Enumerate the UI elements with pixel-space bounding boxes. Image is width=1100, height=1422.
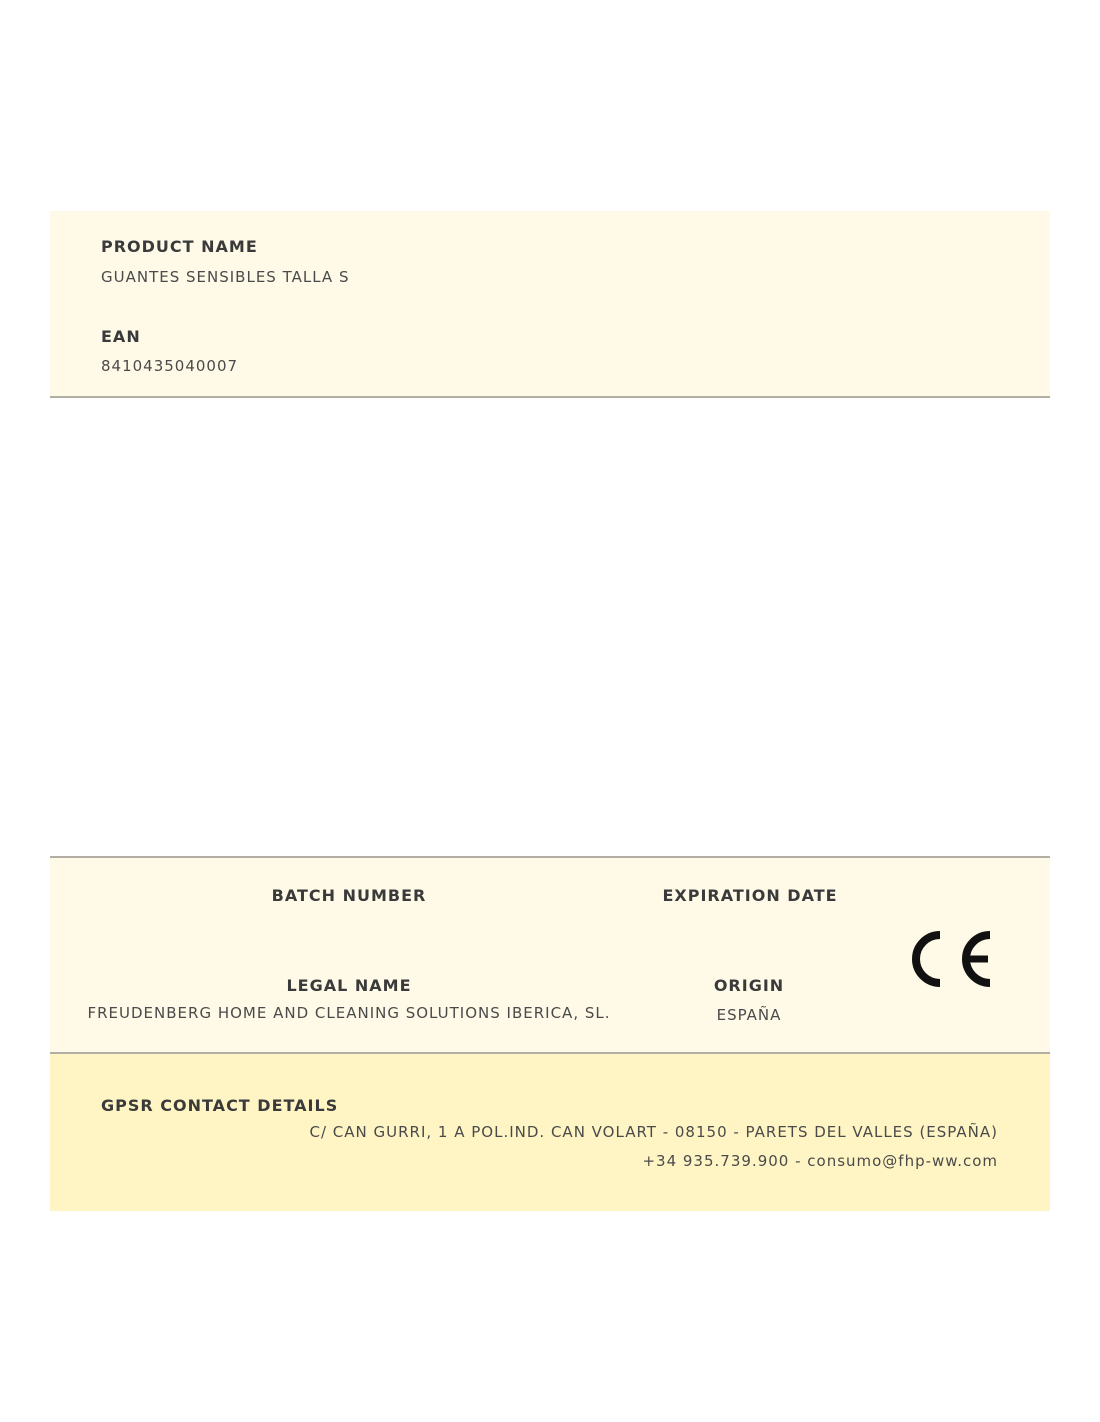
legal-name-label: LEGAL NAME <box>286 976 412 995</box>
batch-number-label: BATCH NUMBER <box>271 886 427 905</box>
ce-mark-icon <box>908 928 994 990</box>
gpsr-address: C/ CAN GURRI, 1 A POL.IND. CAN VOLART - 08150 - PARETS DEL VALLES (ESPAÑA) <box>309 1123 998 1141</box>
legal-name-value: FREUDENBERG HOME AND CLEANING SOLUTIONS IBERICA, SL. <box>87 1004 611 1022</box>
product-name-label: PRODUCT NAME <box>101 237 258 256</box>
ean-label: EAN <box>101 327 141 346</box>
gpsr-contact-label: GPSR CONTACT DETAILS <box>101 1096 339 1115</box>
origin-label: ORIGIN <box>713 976 785 995</box>
ean-value: 8410435040007 <box>101 357 239 375</box>
product-name-value: GUANTES SENSIBLES TALLA S <box>101 268 350 286</box>
expiration-date-label: EXPIRATION DATE <box>662 886 838 905</box>
product-section <box>50 211 1050 398</box>
gpsr-contact: +34 935.739.900 - consumo@fhp-ww.com <box>642 1152 998 1170</box>
gpsr-contact-section <box>50 1054 1050 1211</box>
product-info-section <box>50 856 1050 1054</box>
origin-value: ESPAÑA <box>716 1006 782 1024</box>
